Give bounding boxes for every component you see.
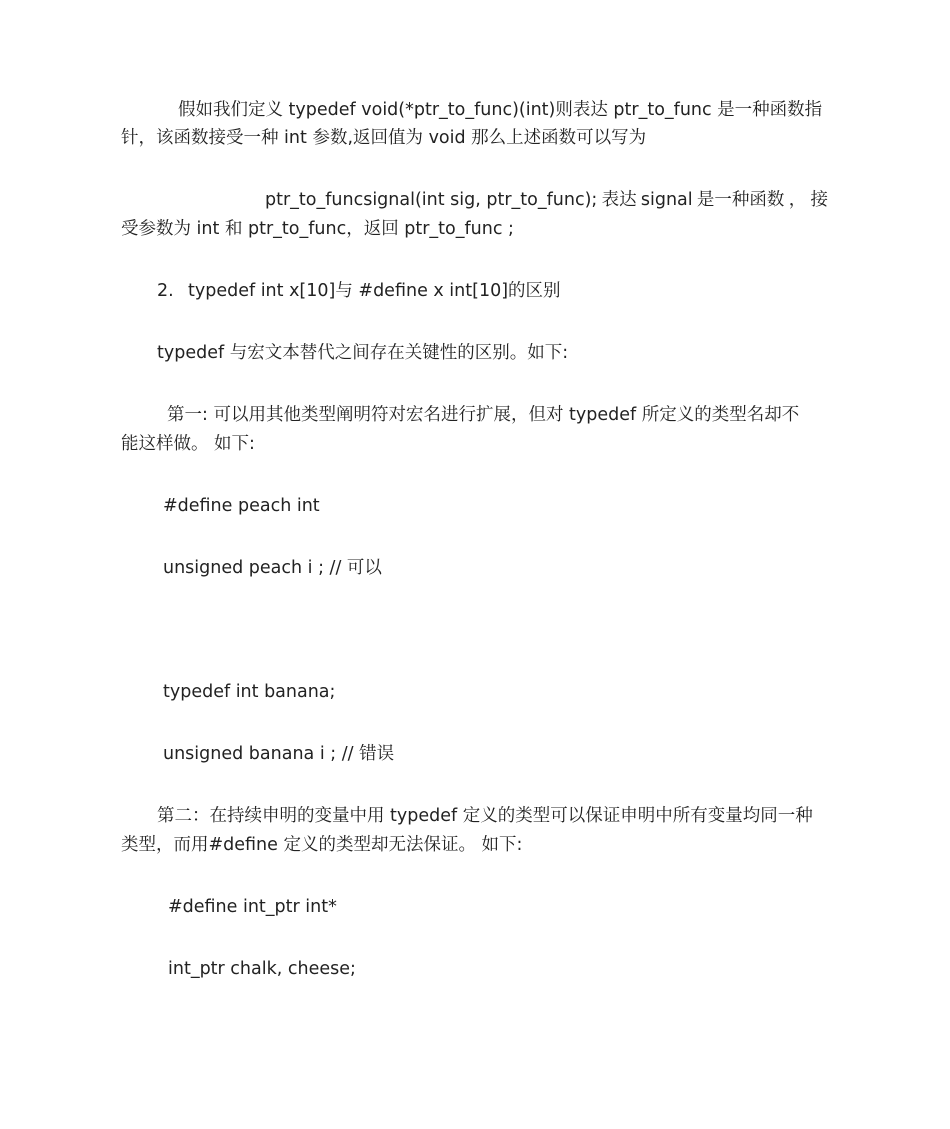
paragraph-typedef-func-line-1: 假如我们定义 typedef void(*ptr_to_func)(int)则表达 ptr_to_func 是一种函数指 (178, 100, 823, 120)
code-line: unsigned banana i ; // 错误 (163, 744, 395, 764)
code-line: unsigned peach i ; // 可以 (163, 558, 382, 578)
code-line: typedef int banana; (163, 682, 336, 702)
paragraph-first-line-2: 能这样做。 如下: (121, 434, 255, 454)
signal-text-segment: 是一种函数 (696, 190, 785, 210)
paragraph-signal-line-2: 受参数为 int 和 ptr_to_func，返回 ptr_to_func ; (121, 219, 514, 239)
paragraph-second-line-2: 类型，而用#define 定义的类型却无法保证。 如下: (121, 835, 523, 855)
signal-text-segment: 表达 (601, 190, 637, 210)
code-line: #define int_ptr int* (168, 897, 337, 917)
paragraph-first-line-1: 第一: 可以用其他类型阐明符对宏名进行扩展，但对 typedef 所定义的类型名却不 (167, 405, 800, 425)
signal-text-segment: ptr_to_funcsignal(int sig, ptr_to_func); (265, 190, 598, 210)
signal-text-segment: 接 (810, 190, 828, 210)
code-line: int_ptr chalk, cheese; (168, 959, 356, 979)
section-number: 2. (157, 281, 174, 301)
paragraph-second-line-1: 第二：在持续申明的变量中用 typedef 定义的类型可以保证申明中所有变量均同一种 (157, 806, 813, 826)
signal-text-segment: signal (640, 190, 693, 210)
paragraph-typedef-func-line-2: 针，该函数接受一种 int 参数,返回值为 void 那么上述函数可以写为 (121, 128, 647, 148)
section-heading (157, 277, 561, 305)
section-title: typedef int x[10]与 #define x int[10]的区别 (188, 281, 561, 301)
paragraph-intro: typedef 与宏文本替代之间存在关键性的区别。如下: (157, 343, 569, 363)
code-line: #define peach int (163, 496, 320, 516)
paragraph-signal-line-1 (265, 186, 828, 214)
signal-text-segment: ， (788, 190, 807, 210)
